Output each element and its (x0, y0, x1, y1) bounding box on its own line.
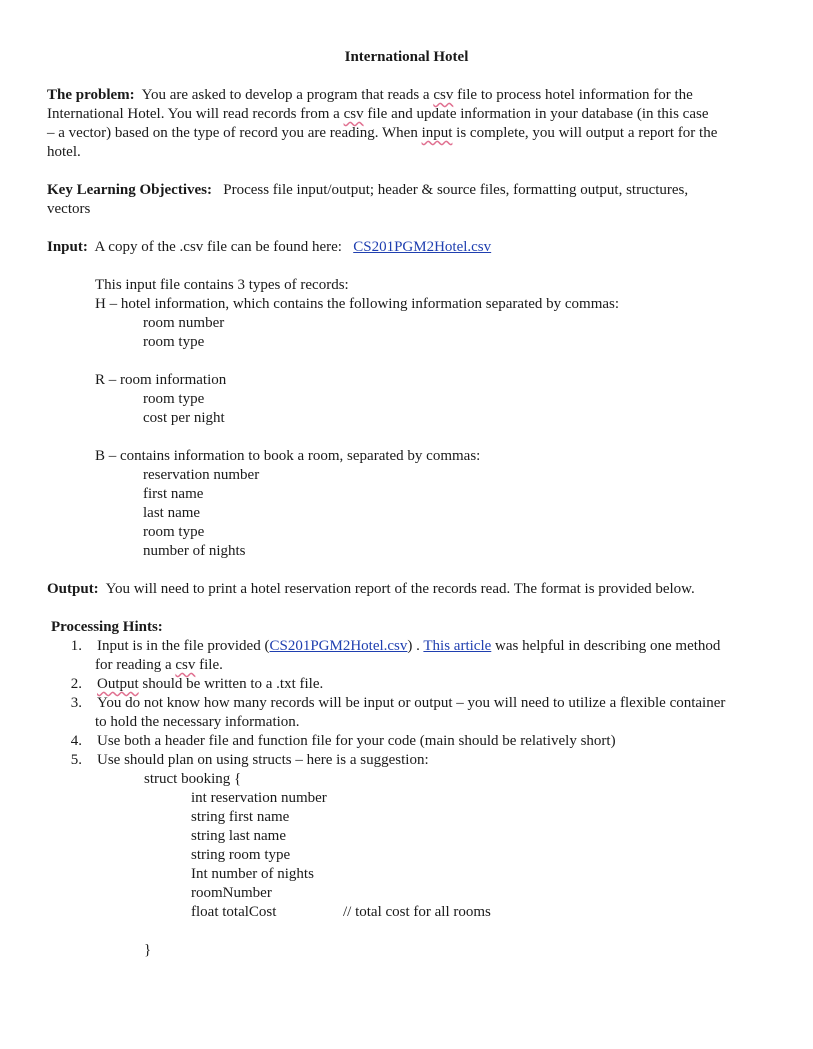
struct-comment: // total cost for all rooms (343, 904, 491, 920)
problem-line-4: hotel. (47, 144, 81, 160)
spell-flag-csv: csv (433, 87, 454, 103)
hint-number: 5. (70, 752, 82, 768)
hint-4: 4. Use both a header file and function file for your code (main should be relatively short) (62, 732, 616, 751)
spell-flag-csv: csv (343, 106, 364, 122)
article-link[interactable]: This article (423, 638, 492, 654)
r-field: room type (143, 391, 205, 407)
input-intro: This input file contains 3 types of records: (95, 277, 349, 293)
input-line: Input: A copy of the .csv file can be found here: CS201PGM2Hotel.csv (47, 239, 492, 255)
h-field: room type (143, 334, 205, 350)
hint-number: 3. (70, 695, 82, 711)
struct-field: Int number of nights (191, 866, 314, 882)
struct-open: struct booking { (144, 771, 242, 787)
r-field: cost per night (143, 410, 225, 426)
b-field: first name (143, 486, 204, 502)
b-field: reservation number (143, 467, 260, 483)
hint-number: 2. (70, 676, 82, 692)
hint-number: 1. (70, 638, 82, 654)
hint-3-line-2: to hold the necessary information. (95, 714, 300, 730)
output-line: Output: You will need to print a hotel reservation report of the records read. The format is provided below. (47, 581, 695, 597)
record-type-b: B – contains information to book a room, separated by commas: (95, 448, 481, 464)
spell-flag-csv: csv (175, 657, 196, 673)
objectives-line-1: Key Learning Objectives: Process file input/output; header & source files, formatting output, structures, (47, 182, 689, 198)
struct-field: string room type (191, 847, 291, 863)
h-field: room number (143, 315, 225, 331)
struct-field: int reservation number (191, 790, 327, 806)
hint-1-line-2: for reading a csv file. (95, 657, 223, 673)
record-type-r: R – room information (95, 372, 227, 388)
document-title: International Hotel (344, 49, 469, 65)
b-field: number of nights (143, 543, 246, 559)
struct-field: roomNumber (191, 885, 272, 901)
problem-label: The problem: (47, 87, 135, 103)
objectives-line-2: vectors (47, 201, 91, 217)
b-field: room type (143, 524, 205, 540)
csv-file-link[interactable]: CS201PGM2Hotel.csv (353, 239, 492, 255)
hint-3-line-1: 3. You do not know how many records will be input or output – you will need to utilize a flexible container (62, 694, 725, 713)
hint-1-line-1: 1. Input is in the file provided (CS201PGM2Hotel.csv) . This article was helpful in describing one method (62, 637, 720, 656)
struct-field: string first name (191, 809, 290, 825)
hint-number: 4. (70, 733, 82, 749)
hints-heading: Processing Hints: (51, 619, 163, 635)
b-field: last name (143, 505, 201, 521)
spell-flag-output: Output (97, 676, 139, 692)
csv-file-link-2[interactable]: CS201PGM2Hotel.csv (269, 638, 408, 654)
problem-line-2: International Hotel. You will read records from a csv file and update information in your database (in this case (47, 106, 709, 122)
struct-field: float totalCost (191, 904, 277, 920)
objectives-label: Key Learning Objectives: (47, 182, 212, 198)
struct-field: string last name (191, 828, 286, 844)
record-type-h: H – hotel information, which contains the following information separated by commas: (95, 296, 620, 312)
problem-line-3: – a vector) based on the type of record you are reading. When input is complete, you will output a report for the (47, 125, 718, 141)
output-label: Output: (47, 581, 99, 597)
hint-2: 2. Output should be written to a .txt file. (62, 675, 323, 694)
spell-flag-input: input (421, 125, 453, 141)
problem-line-1: The problem: You are asked to develop a program that reads a csv file to process hotel information for the (47, 87, 693, 103)
input-label: Input: (47, 239, 88, 255)
hint-5: 5. Use should plan on using structs – here is a suggestion: (62, 751, 429, 770)
struct-close: } (144, 942, 152, 958)
